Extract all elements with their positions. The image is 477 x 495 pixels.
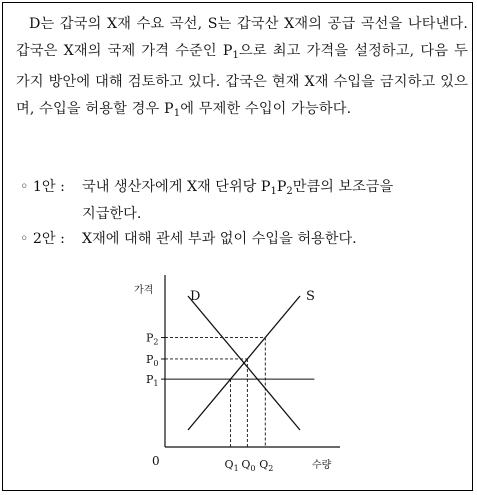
sentence-1: D는 갑국의 X재 수요 곡선, S는 갑국산 X재의 공급 곡선을 나타낸다. — [29, 16, 468, 32]
demand-curve-label: D — [190, 289, 201, 304]
sentence-2: 갑국은 X재의 국제 가격 수준인 $P_1$으로 최고 가격을 설정하고, 다음 두 가지 방안에 대해 검토하고 있다. — [16, 43, 468, 90]
price-label-0: $P_0$ — [146, 352, 159, 368]
option-1-label: ◦ 1안 : — [20, 179, 65, 195]
price-label-2: $P_2$ — [146, 331, 159, 347]
sentence-3: 갑국은 현재 X재 수입을 금지하고 있으며, 수입을 허용할 경우 $P_1$에 무제한 수입이 가능하다. — [16, 74, 468, 119]
price-label-1: $P_1$ — [146, 373, 159, 389]
option-2-text: X재에 대해 관세 부과 없이 수입을 허용한다. — [82, 231, 357, 247]
x-axis-label: 수량 — [312, 460, 332, 471]
supply-curve-label: S — [306, 289, 315, 304]
option-2-label: ◦ 2안 : — [20, 231, 65, 247]
quantity-label-0: $Q_0$ — [241, 458, 256, 473]
quantity-label-2: $Q_2$ — [259, 458, 274, 473]
option-1-text: 국내 생산자에게 X재 단위당 $P_1P_2$만큼의 보조금을 — [82, 179, 394, 197]
y-axis-label: 가격 — [134, 285, 154, 296]
origin-label: 0 — [152, 454, 160, 468]
option-1-continued: 지급한다. — [82, 206, 142, 222]
quantity-label-1: $Q_1$ — [224, 458, 239, 473]
